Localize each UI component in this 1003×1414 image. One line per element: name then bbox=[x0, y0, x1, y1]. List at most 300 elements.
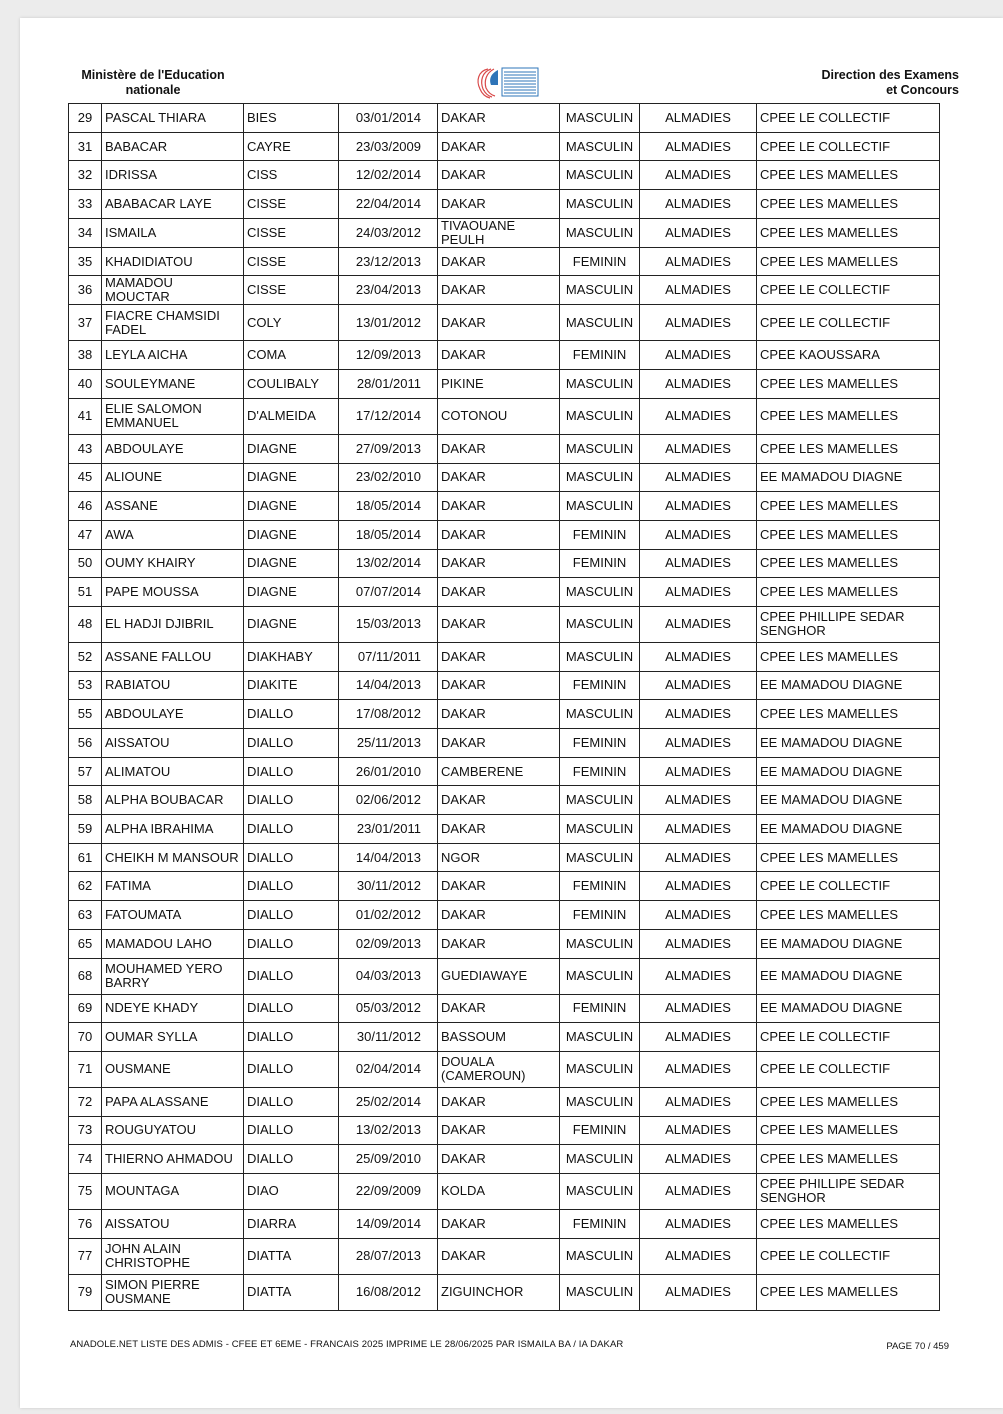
cell-school: EE MAMADOU DIAGNE bbox=[757, 929, 940, 958]
cell-birth-date: 01/02/2012 bbox=[339, 901, 438, 930]
cell-sex: MASCULIN bbox=[560, 642, 640, 671]
cell-last-name: DIATTA bbox=[244, 1238, 339, 1274]
cell-last-name: CISS bbox=[244, 161, 339, 190]
cell-birth-place: DAKAR bbox=[438, 1087, 560, 1116]
cell-birth-place: DAKAR bbox=[438, 994, 560, 1023]
cell-birth-place: DAKAR bbox=[438, 549, 560, 578]
cell-zone: ALMADIES bbox=[640, 1238, 757, 1274]
cell-zone: ALMADIES bbox=[640, 1023, 757, 1052]
cell-birth-date: 30/11/2012 bbox=[339, 1023, 438, 1052]
table-row bbox=[69, 549, 940, 578]
cell-school: EE MAMADOU DIAGNE bbox=[757, 786, 940, 815]
cell-last-name: DIAGNE bbox=[244, 434, 339, 463]
cell-first-name: ROUGUYATOU bbox=[102, 1116, 244, 1145]
cell-number: 68 bbox=[69, 958, 102, 994]
cell-school: EE MAMADOU DIAGNE bbox=[757, 994, 940, 1023]
admis-table bbox=[68, 103, 940, 1311]
cell-number: 63 bbox=[69, 901, 102, 930]
table-row bbox=[69, 958, 940, 994]
document-page bbox=[20, 18, 1003, 1408]
cell-birth-place: DAKAR bbox=[438, 901, 560, 930]
cell-birth-date: 17/12/2014 bbox=[339, 398, 438, 434]
table-row bbox=[69, 1145, 940, 1174]
cell-last-name: CISSE bbox=[244, 276, 339, 305]
cell-number: 50 bbox=[69, 549, 102, 578]
cell-zone: ALMADIES bbox=[640, 161, 757, 190]
table-row bbox=[69, 786, 940, 815]
cell-sex: MASCULIN bbox=[560, 370, 640, 399]
cell-number: 47 bbox=[69, 520, 102, 549]
cell-sex: MASCULIN bbox=[560, 786, 640, 815]
cell-last-name: DIALLO bbox=[244, 1087, 339, 1116]
cell-sex: FEMININ bbox=[560, 1209, 640, 1238]
table-row bbox=[69, 578, 940, 607]
cell-first-name: ALIOUNE bbox=[102, 463, 244, 492]
cell-birth-date: 14/04/2013 bbox=[339, 671, 438, 700]
table-row bbox=[69, 872, 940, 901]
cell-number: 41 bbox=[69, 398, 102, 434]
cell-zone: ALMADIES bbox=[640, 872, 757, 901]
cell-birth-place: DAKAR bbox=[438, 341, 560, 370]
table-row bbox=[69, 671, 940, 700]
table-row bbox=[69, 305, 940, 341]
cell-number: 38 bbox=[69, 341, 102, 370]
cell-school: CPEE LES MAMELLES bbox=[757, 1209, 940, 1238]
table-row bbox=[69, 398, 940, 434]
cell-birth-place: DAKAR bbox=[438, 305, 560, 341]
cell-zone: ALMADIES bbox=[640, 463, 757, 492]
cell-birth-date: 25/09/2010 bbox=[339, 1145, 438, 1174]
cell-last-name: BIES bbox=[244, 104, 339, 133]
cell-zone: ALMADIES bbox=[640, 606, 757, 642]
cell-zone: ALMADIES bbox=[640, 729, 757, 758]
cell-number: 57 bbox=[69, 757, 102, 786]
cell-school: CPEE LES MAMELLES bbox=[757, 1116, 940, 1145]
cell-birth-date: 25/02/2014 bbox=[339, 1087, 438, 1116]
table-row bbox=[69, 929, 940, 958]
table-row bbox=[69, 492, 940, 521]
cell-school: CPEE LES MAMELLES bbox=[757, 492, 940, 521]
cell-sex: MASCULIN bbox=[560, 492, 640, 521]
cell-first-name: OUMAR SYLLA bbox=[102, 1023, 244, 1052]
cell-birth-date: 07/07/2014 bbox=[339, 578, 438, 607]
cell-school: CPEE LES MAMELLES bbox=[757, 700, 940, 729]
cell-first-name: FATOUMATA bbox=[102, 901, 244, 930]
cell-school: CPEE LE COLLECTIF bbox=[757, 305, 940, 341]
cell-zone: ALMADIES bbox=[640, 305, 757, 341]
cell-last-name: DIALLO bbox=[244, 843, 339, 872]
cell-sex: MASCULIN bbox=[560, 305, 640, 341]
cell-last-name: DIAGNE bbox=[244, 578, 339, 607]
cell-first-name: ABABACAR LAYE bbox=[102, 190, 244, 219]
table-row bbox=[69, 642, 940, 671]
cell-first-name: OUMY KHAIRY bbox=[102, 549, 244, 578]
cell-sex: MASCULIN bbox=[560, 1023, 640, 1052]
cell-zone: ALMADIES bbox=[640, 1209, 757, 1238]
cell-last-name: COULIBALY bbox=[244, 370, 339, 399]
cell-sex: MASCULIN bbox=[560, 578, 640, 607]
table-row bbox=[69, 132, 940, 161]
cell-last-name: DIALLO bbox=[244, 815, 339, 844]
cell-sex: MASCULIN bbox=[560, 276, 640, 305]
cell-last-name: CISSE bbox=[244, 247, 339, 276]
cell-sex: FEMININ bbox=[560, 1116, 640, 1145]
cell-school: CPEE LES MAMELLES bbox=[757, 1274, 940, 1310]
cell-zone: ALMADIES bbox=[640, 492, 757, 521]
cell-school: CPEE LES MAMELLES bbox=[757, 901, 940, 930]
cell-zone: ALMADIES bbox=[640, 671, 757, 700]
cell-last-name: DIALLO bbox=[244, 1051, 339, 1087]
cell-number: 70 bbox=[69, 1023, 102, 1052]
cell-first-name: PAPA ALASSANE bbox=[102, 1087, 244, 1116]
cell-sex: MASCULIN bbox=[560, 218, 640, 247]
cell-birth-place: GUEDIAWAYE bbox=[438, 958, 560, 994]
cell-sex: MASCULIN bbox=[560, 815, 640, 844]
cell-birth-place: DOUALA (CAMEROUN) bbox=[438, 1051, 560, 1087]
cell-birth-place: KOLDA bbox=[438, 1173, 560, 1209]
cell-last-name: DIARRA bbox=[244, 1209, 339, 1238]
cell-first-name: BABACAR bbox=[102, 132, 244, 161]
cell-school: CPEE LES MAMELLES bbox=[757, 843, 940, 872]
cell-last-name: DIAO bbox=[244, 1173, 339, 1209]
cell-first-name: MAMADOU LAHO bbox=[102, 929, 244, 958]
cell-birth-place: DAKAR bbox=[438, 700, 560, 729]
cell-last-name: DIALLO bbox=[244, 958, 339, 994]
cell-birth-date: 27/09/2013 bbox=[339, 434, 438, 463]
cell-zone: ALMADIES bbox=[640, 1116, 757, 1145]
cell-first-name: FIACRE CHAMSIDI FADEL bbox=[102, 305, 244, 341]
cell-number: 32 bbox=[69, 161, 102, 190]
table-row bbox=[69, 901, 940, 930]
cell-school: CPEE LES MAMELLES bbox=[757, 520, 940, 549]
cell-last-name: D'ALMEIDA bbox=[244, 398, 339, 434]
cell-sex: FEMININ bbox=[560, 757, 640, 786]
cell-birth-date: 26/01/2010 bbox=[339, 757, 438, 786]
cell-last-name: DIAGNE bbox=[244, 549, 339, 578]
cell-birth-place: DAKAR bbox=[438, 1116, 560, 1145]
cell-sex: FEMININ bbox=[560, 671, 640, 700]
cell-birth-date: 23/04/2013 bbox=[339, 276, 438, 305]
cell-first-name: NDEYE KHADY bbox=[102, 994, 244, 1023]
cell-school: CPEE LES MAMELLES bbox=[757, 549, 940, 578]
cell-sex: MASCULIN bbox=[560, 958, 640, 994]
footer-print-info: ANADOLE.NET LISTE DES ADMIS - CFEE ET 6EME - FRANCAIS 2025 IMPRIME LE 28/06/2025 PAR ISMAILA BA / IA DAKAR bbox=[70, 1339, 624, 1350]
cell-birth-date: 12/09/2013 bbox=[339, 341, 438, 370]
direction-title bbox=[789, 68, 959, 98]
cell-birth-date: 30/11/2012 bbox=[339, 872, 438, 901]
cell-birth-place: DAKAR bbox=[438, 247, 560, 276]
cell-last-name: DIAKHABY bbox=[244, 642, 339, 671]
cell-birth-place: DAKAR bbox=[438, 492, 560, 521]
cell-number: 55 bbox=[69, 700, 102, 729]
table-row bbox=[69, 729, 940, 758]
cell-school: CPEE PHILLIPE SEDAR SENGHOR bbox=[757, 606, 940, 642]
table-row bbox=[69, 700, 940, 729]
cell-sex: MASCULIN bbox=[560, 398, 640, 434]
cell-school: CPEE LE COLLECTIF bbox=[757, 1051, 940, 1087]
cell-number: 58 bbox=[69, 786, 102, 815]
cell-school: CPEE LE COLLECTIF bbox=[757, 104, 940, 133]
cell-number: 29 bbox=[69, 104, 102, 133]
table-row bbox=[69, 520, 940, 549]
cell-birth-place: BASSOUM bbox=[438, 1023, 560, 1052]
cell-birth-date: 18/05/2014 bbox=[339, 520, 438, 549]
cell-school: CPEE LES MAMELLES bbox=[757, 1087, 940, 1116]
cell-birth-date: 23/12/2013 bbox=[339, 247, 438, 276]
cell-zone: ALMADIES bbox=[640, 1173, 757, 1209]
cell-birth-place: DAKAR bbox=[438, 815, 560, 844]
cell-number: 75 bbox=[69, 1173, 102, 1209]
cell-birth-place: DAKAR bbox=[438, 729, 560, 758]
cell-zone: ALMADIES bbox=[640, 434, 757, 463]
cell-zone: ALMADIES bbox=[640, 642, 757, 671]
cell-first-name: ASSANE bbox=[102, 492, 244, 521]
cell-zone: ALMADIES bbox=[640, 190, 757, 219]
cell-number: 31 bbox=[69, 132, 102, 161]
cell-school: EE MAMADOU DIAGNE bbox=[757, 729, 940, 758]
cell-first-name: MOUNTAGA bbox=[102, 1173, 244, 1209]
table-row bbox=[69, 190, 940, 219]
table-row bbox=[69, 606, 940, 642]
cell-zone: ALMADIES bbox=[640, 370, 757, 399]
cell-number: 56 bbox=[69, 729, 102, 758]
table-row bbox=[69, 1238, 940, 1274]
cell-birth-place: DAKAR bbox=[438, 520, 560, 549]
cell-sex: FEMININ bbox=[560, 520, 640, 549]
cell-zone: ALMADIES bbox=[640, 398, 757, 434]
cell-first-name: IDRISSA bbox=[102, 161, 244, 190]
cell-sex: FEMININ bbox=[560, 994, 640, 1023]
cell-birth-date: 15/03/2013 bbox=[339, 606, 438, 642]
cell-birth-place: DAKAR bbox=[438, 434, 560, 463]
cell-school: EE MAMADOU DIAGNE bbox=[757, 958, 940, 994]
cell-number: 59 bbox=[69, 815, 102, 844]
cell-birth-place: DAKAR bbox=[438, 463, 560, 492]
cell-birth-date: 17/08/2012 bbox=[339, 700, 438, 729]
cell-birth-place: DAKAR bbox=[438, 1209, 560, 1238]
cell-sex: MASCULIN bbox=[560, 1238, 640, 1274]
cell-birth-date: 05/03/2012 bbox=[339, 994, 438, 1023]
cell-birth-date: 03/01/2014 bbox=[339, 104, 438, 133]
table-row bbox=[69, 1173, 940, 1209]
cell-first-name: SIMON PIERRE OUSMANE bbox=[102, 1274, 244, 1310]
cell-birth-date: 23/03/2009 bbox=[339, 132, 438, 161]
cell-birth-date: 02/06/2012 bbox=[339, 786, 438, 815]
cell-last-name: DIATTA bbox=[244, 1274, 339, 1310]
cell-number: 37 bbox=[69, 305, 102, 341]
cell-number: 53 bbox=[69, 671, 102, 700]
cell-school: EE MAMADOU DIAGNE bbox=[757, 815, 940, 844]
cell-first-name: PAPE MOUSSA bbox=[102, 578, 244, 607]
cell-birth-place: DAKAR bbox=[438, 132, 560, 161]
cell-school: CPEE LE COLLECTIF bbox=[757, 276, 940, 305]
cell-birth-place: DAKAR bbox=[438, 786, 560, 815]
cell-birth-date: 14/09/2014 bbox=[339, 1209, 438, 1238]
cell-last-name: DIAGNE bbox=[244, 606, 339, 642]
cell-school: EE MAMADOU DIAGNE bbox=[757, 757, 940, 786]
cell-school: CPEE LES MAMELLES bbox=[757, 1145, 940, 1174]
cell-school: CPEE LES MAMELLES bbox=[757, 434, 940, 463]
cell-number: 33 bbox=[69, 190, 102, 219]
cell-sex: MASCULIN bbox=[560, 161, 640, 190]
cell-last-name: DIALLO bbox=[244, 994, 339, 1023]
cell-birth-place: CAMBERENE bbox=[438, 757, 560, 786]
cell-school: CPEE LES MAMELLES bbox=[757, 578, 940, 607]
table-row bbox=[69, 104, 940, 133]
cell-birth-place: DAKAR bbox=[438, 642, 560, 671]
cell-birth-place: TIVAOUANE PEULH bbox=[438, 218, 560, 247]
cell-first-name: ASSANE FALLOU bbox=[102, 642, 244, 671]
cell-last-name: DIALLO bbox=[244, 1116, 339, 1145]
cell-birth-date: 22/09/2009 bbox=[339, 1173, 438, 1209]
cell-last-name: DIALLO bbox=[244, 1023, 339, 1052]
cell-sex: MASCULIN bbox=[560, 700, 640, 729]
cell-sex: FEMININ bbox=[560, 729, 640, 758]
cell-last-name: DIALLO bbox=[244, 729, 339, 758]
cell-birth-date: 24/03/2012 bbox=[339, 218, 438, 247]
cell-first-name: ABDOULAYE bbox=[102, 434, 244, 463]
cell-first-name: ISMAILA bbox=[102, 218, 244, 247]
cell-birth-date: 02/09/2013 bbox=[339, 929, 438, 958]
cell-zone: ALMADIES bbox=[640, 1051, 757, 1087]
cell-sex: MASCULIN bbox=[560, 1274, 640, 1310]
cell-sex: MASCULIN bbox=[560, 434, 640, 463]
cell-birth-date: 28/01/2011 bbox=[339, 370, 438, 399]
cell-zone: ALMADIES bbox=[640, 843, 757, 872]
cell-number: 36 bbox=[69, 276, 102, 305]
cell-number: 43 bbox=[69, 434, 102, 463]
cell-sex: FEMININ bbox=[560, 901, 640, 930]
cell-sex: MASCULIN bbox=[560, 929, 640, 958]
cell-birth-date: 13/01/2012 bbox=[339, 305, 438, 341]
table-row bbox=[69, 757, 940, 786]
cell-last-name: DIAGNE bbox=[244, 520, 339, 549]
table-row bbox=[69, 1116, 940, 1145]
cell-sex: FEMININ bbox=[560, 549, 640, 578]
cell-number: 79 bbox=[69, 1274, 102, 1310]
ministry-logo-icon bbox=[474, 65, 542, 99]
cell-birth-date: 14/04/2013 bbox=[339, 843, 438, 872]
cell-number: 73 bbox=[69, 1116, 102, 1145]
cell-last-name: DIAGNE bbox=[244, 492, 339, 521]
cell-last-name: COLY bbox=[244, 305, 339, 341]
cell-birth-place: COTONOU bbox=[438, 398, 560, 434]
cell-last-name: CAYRE bbox=[244, 132, 339, 161]
table-row bbox=[69, 341, 940, 370]
cell-number: 52 bbox=[69, 642, 102, 671]
cell-first-name: LEYLA AICHA bbox=[102, 341, 244, 370]
cell-birth-place: DAKAR bbox=[438, 1238, 560, 1274]
cell-number: 65 bbox=[69, 929, 102, 958]
table-row bbox=[69, 161, 940, 190]
cell-number: 76 bbox=[69, 1209, 102, 1238]
cell-last-name: DIAGNE bbox=[244, 463, 339, 492]
cell-birth-place: DAKAR bbox=[438, 872, 560, 901]
cell-zone: ALMADIES bbox=[640, 520, 757, 549]
cell-birth-date: 02/04/2014 bbox=[339, 1051, 438, 1087]
table-row bbox=[69, 1023, 940, 1052]
cell-birth-date: 28/07/2013 bbox=[339, 1238, 438, 1274]
cell-birth-place: DAKAR bbox=[438, 104, 560, 133]
cell-zone: ALMADIES bbox=[640, 700, 757, 729]
table-row bbox=[69, 1209, 940, 1238]
cell-zone: ALMADIES bbox=[640, 757, 757, 786]
cell-first-name: KHADIDIATOU bbox=[102, 247, 244, 276]
cell-school: CPEE LE COLLECTIF bbox=[757, 1238, 940, 1274]
cell-number: 40 bbox=[69, 370, 102, 399]
cell-birth-place: DAKAR bbox=[438, 1145, 560, 1174]
table-row bbox=[69, 994, 940, 1023]
cell-first-name: ALIMATOU bbox=[102, 757, 244, 786]
cell-zone: ALMADIES bbox=[640, 549, 757, 578]
cell-sex: FEMININ bbox=[560, 341, 640, 370]
cell-sex: MASCULIN bbox=[560, 1051, 640, 1087]
cell-last-name: COMA bbox=[244, 341, 339, 370]
cell-birth-date: 16/08/2012 bbox=[339, 1274, 438, 1310]
cell-school: CPEE LE COLLECTIF bbox=[757, 132, 940, 161]
cell-birth-place: ZIGUINCHOR bbox=[438, 1274, 560, 1310]
cell-birth-place: DAKAR bbox=[438, 671, 560, 700]
table-row bbox=[69, 276, 940, 305]
direction-title-line2: et Concours bbox=[886, 83, 959, 97]
cell-number: 35 bbox=[69, 247, 102, 276]
cell-zone: ALMADIES bbox=[640, 247, 757, 276]
cell-first-name: PASCAL THIARA bbox=[102, 104, 244, 133]
cell-last-name: DIALLO bbox=[244, 929, 339, 958]
cell-zone: ALMADIES bbox=[640, 1087, 757, 1116]
cell-sex: FEMININ bbox=[560, 872, 640, 901]
table-row bbox=[69, 463, 940, 492]
cell-school: CPEE LES MAMELLES bbox=[757, 398, 940, 434]
cell-school: CPEE LES MAMELLES bbox=[757, 642, 940, 671]
cell-birth-place: DAKAR bbox=[438, 276, 560, 305]
cell-zone: ALMADIES bbox=[640, 1274, 757, 1310]
cell-number: 74 bbox=[69, 1145, 102, 1174]
cell-last-name: DIAKITE bbox=[244, 671, 339, 700]
cell-birth-place: DAKAR bbox=[438, 190, 560, 219]
cell-birth-date: 23/01/2011 bbox=[339, 815, 438, 844]
cell-first-name: SOULEYMANE bbox=[102, 370, 244, 399]
cell-first-name: CHEIKH M MANSOUR bbox=[102, 843, 244, 872]
cell-number: 77 bbox=[69, 1238, 102, 1274]
table-row bbox=[69, 843, 940, 872]
cell-birth-place: DAKAR bbox=[438, 929, 560, 958]
cell-first-name: ALPHA BOUBACAR bbox=[102, 786, 244, 815]
direction-title-line1: Direction des Examens bbox=[821, 68, 959, 82]
cell-last-name: CISSE bbox=[244, 218, 339, 247]
cell-first-name: ABDOULAYE bbox=[102, 700, 244, 729]
cell-number: 45 bbox=[69, 463, 102, 492]
cell-last-name: DIALLO bbox=[244, 872, 339, 901]
cell-school: CPEE LE COLLECTIF bbox=[757, 872, 940, 901]
cell-birth-date: 23/02/2010 bbox=[339, 463, 438, 492]
cell-last-name: DIALLO bbox=[244, 901, 339, 930]
cell-birth-place: NGOR bbox=[438, 843, 560, 872]
cell-last-name: DIALLO bbox=[244, 757, 339, 786]
cell-zone: ALMADIES bbox=[640, 132, 757, 161]
cell-zone: ALMADIES bbox=[640, 276, 757, 305]
table-row bbox=[69, 247, 940, 276]
cell-zone: ALMADIES bbox=[640, 786, 757, 815]
cell-first-name: OUSMANE bbox=[102, 1051, 244, 1087]
cell-last-name: DIALLO bbox=[244, 786, 339, 815]
cell-birth-date: 18/05/2014 bbox=[339, 492, 438, 521]
cell-zone: ALMADIES bbox=[640, 104, 757, 133]
cell-number: 72 bbox=[69, 1087, 102, 1116]
cell-sex: MASCULIN bbox=[560, 190, 640, 219]
cell-school: EE MAMADOU DIAGNE bbox=[757, 463, 940, 492]
cell-school: CPEE LES MAMELLES bbox=[757, 218, 940, 247]
